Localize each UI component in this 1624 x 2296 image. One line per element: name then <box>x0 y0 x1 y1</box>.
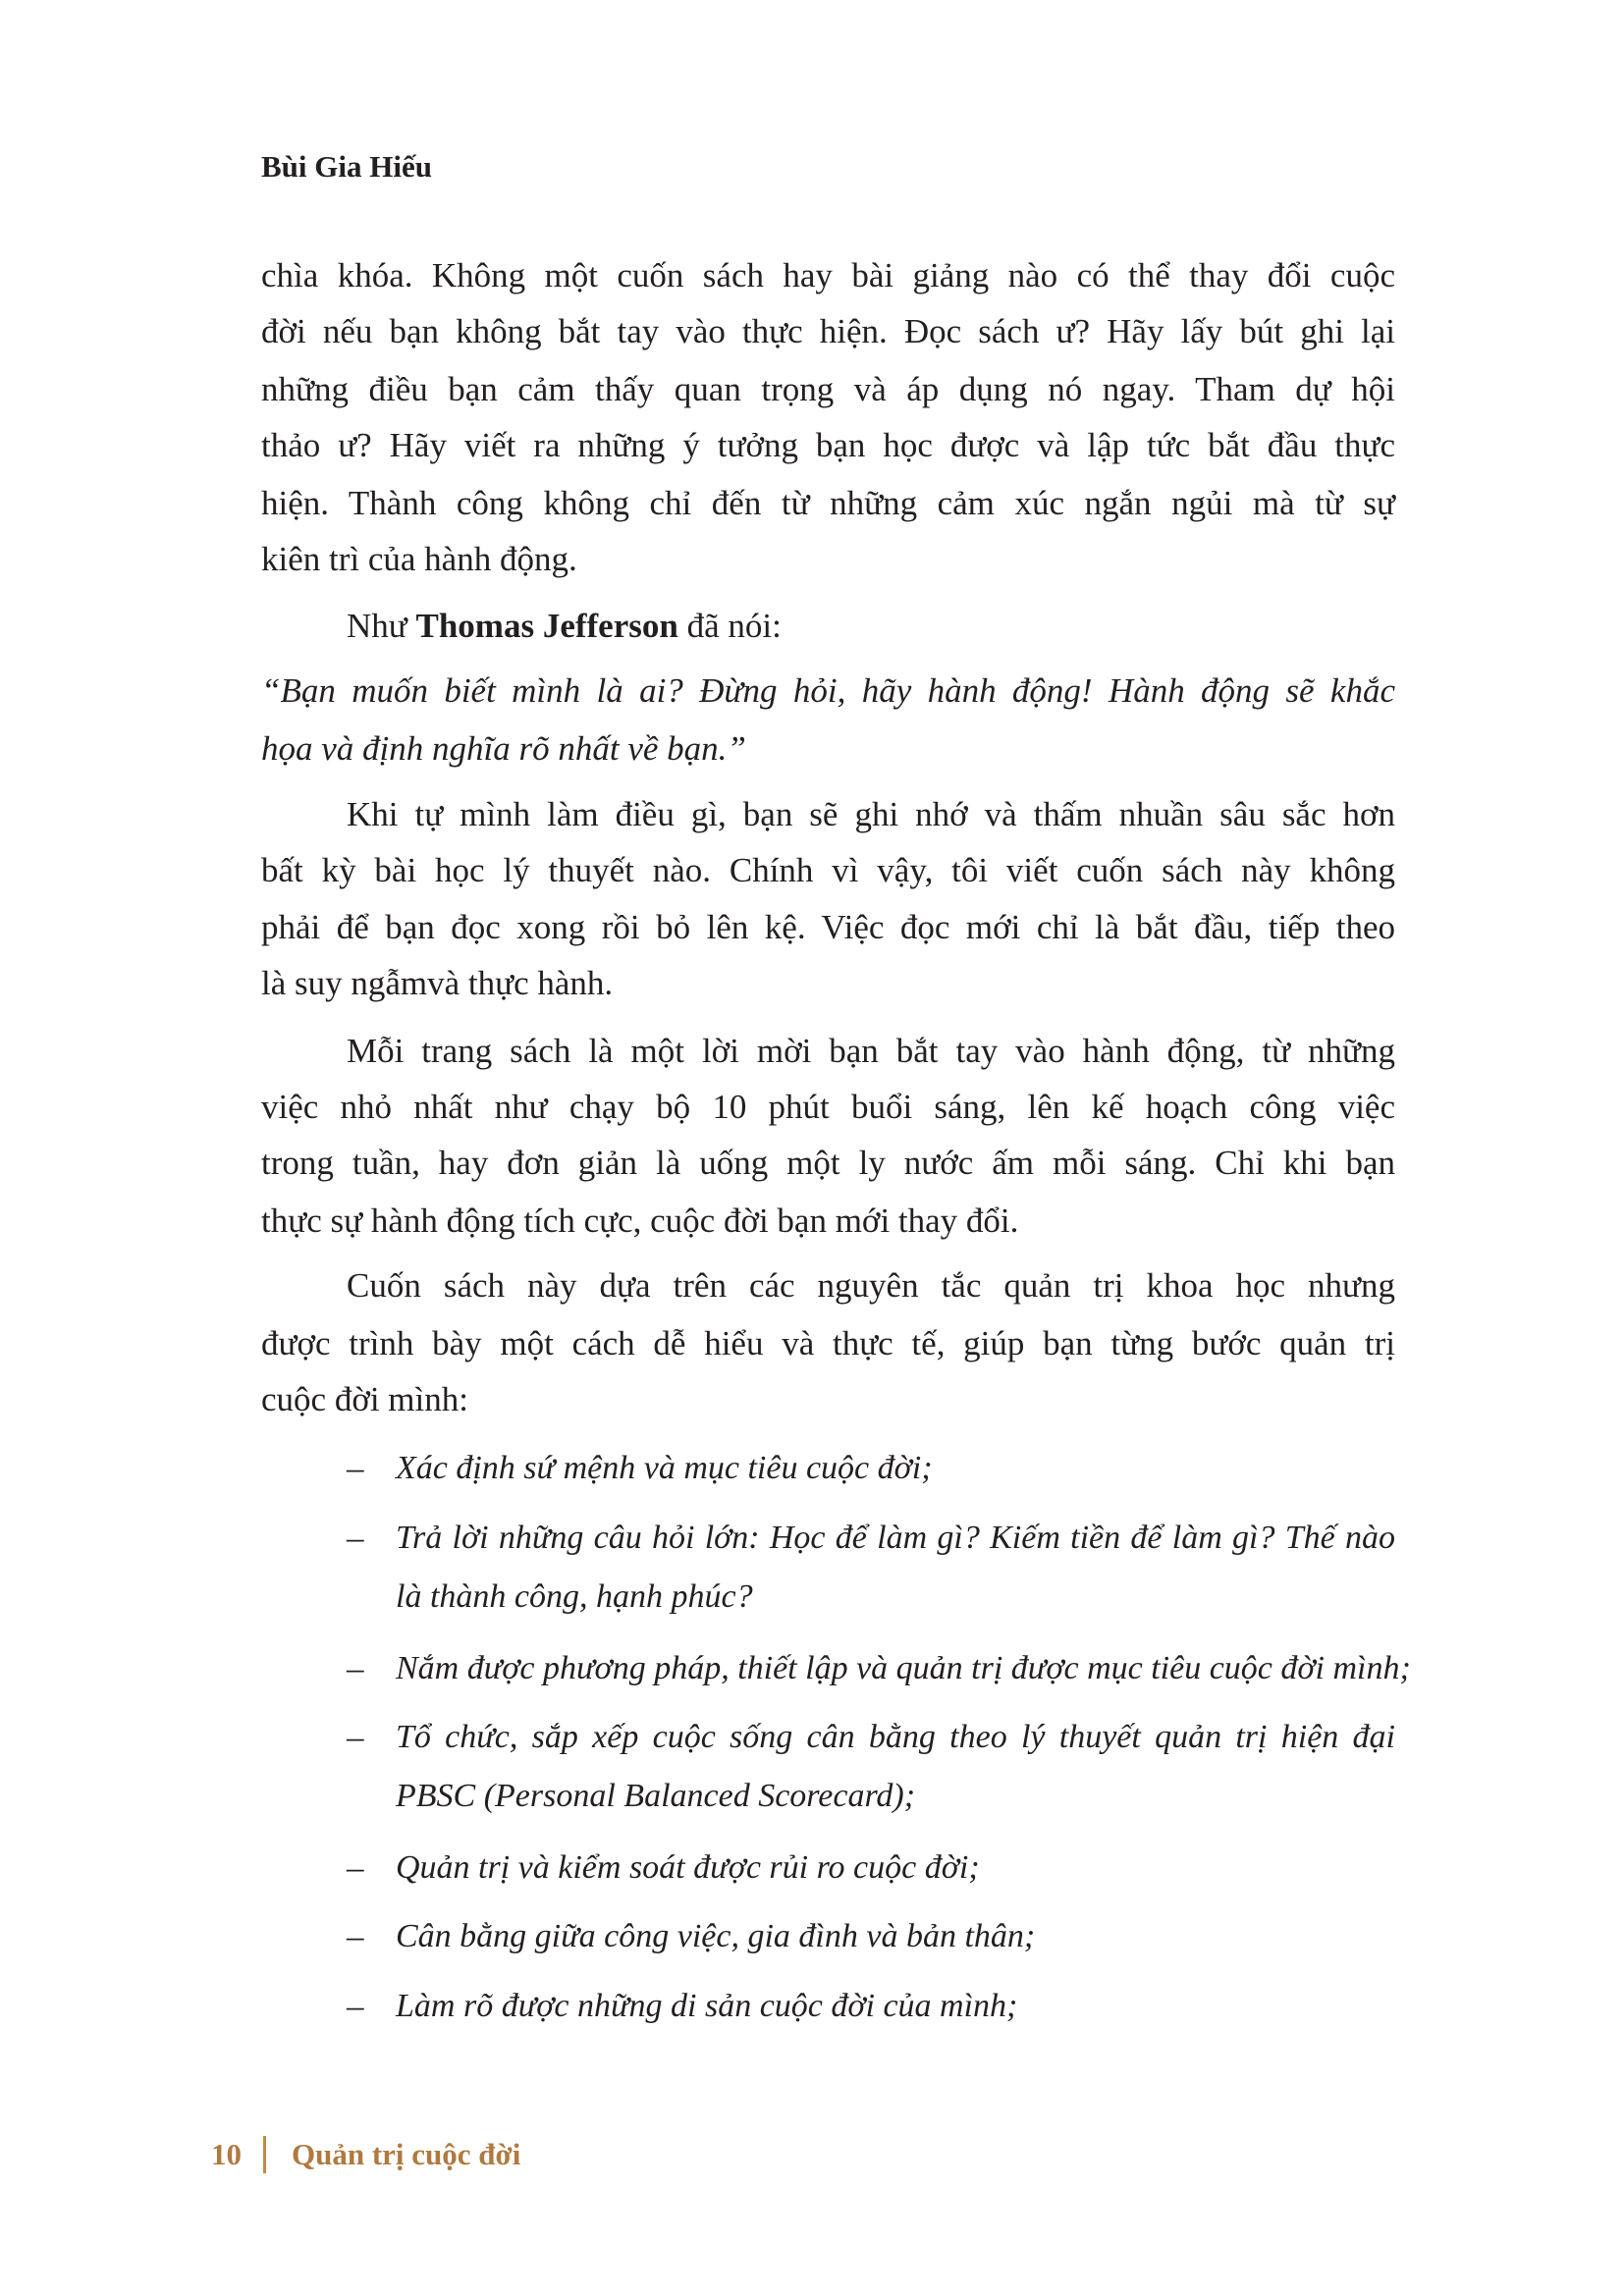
list-item-line: Quản trị và kiểm soát được rủi ro cuộc đời; <box>396 1849 980 1886</box>
list-item-line: Tổ chức, sắp xếp cuộc sống cân bằng theo lý thuyết quản trị hiện đại <box>396 1719 1395 1755</box>
paragraph-line: hiện. Thành công không chỉ đến từ những cảm xúc ngắn ngủi mà từ sự <box>261 484 1395 522</box>
list-dash: – <box>347 1519 364 1557</box>
paragraph-line: thực sự hành động tích cực, cuộc đời bạn mới thay đổi. <box>261 1201 1019 1240</box>
list-item-line: Làm rõ được những di sản cuộc đời của mình; <box>396 1988 1018 2024</box>
list-dash: – <box>347 1987 364 2025</box>
list-item-line: Trả lời những câu hỏi lớn: Học để làm gì? Kiếm tiền để làm gì? Thế nào <box>396 1520 1395 1556</box>
paragraph-line: trong tuần, hay đơn giản là uống một ly nước ấm mỗi sáng. Chỉ khi bạn <box>261 1144 1395 1182</box>
list-item-line: PBSC (Personal Balanced Scorecard); <box>396 1778 916 1814</box>
paragraph-line: họa và định nghĩa rõ nhất về bạn.” <box>261 729 746 768</box>
book-title: Quản trị cuộc đời <box>292 2137 521 2171</box>
paragraph-line: Khi tự mình làm điều gì, bạn sẽ ghi nhớ và thấm nhuần sâu sắc hơn <box>347 795 1395 833</box>
paragraph-line: đời nếu bạn không bắt tay vào thực hiện. Đọc sách ư? Hãy lấy bút ghi lại <box>261 312 1395 350</box>
paragraph-line: những điều bạn cảm thấy quan trọng và áp dụng nó ngay. Tham dự hội <box>261 370 1395 408</box>
paragraph-line: việc nhỏ nhất như chạy bộ 10 phút buổi sáng, lên kế hoạch công việc <box>261 1088 1395 1126</box>
list-item-line: là thành công, hạnh phúc? <box>396 1578 753 1615</box>
page-number: 10 <box>211 2137 242 2171</box>
page-footer <box>211 2136 520 2173</box>
list-dash: – <box>347 1848 364 1887</box>
running-header-author: Bùi Gia Hiếu <box>261 149 432 184</box>
paragraph-line: chìa khóa. Không một cuốn sách hay bài giảng nào có thể thay đổi cuộc <box>261 256 1395 294</box>
paragraph-line: là suy ngẫmvà thực hành. <box>261 964 614 1002</box>
list-item-line: Xác định sứ mệnh và mục tiêu cuộc đời; <box>396 1450 933 1486</box>
intro-after: đã nói: <box>677 607 782 645</box>
list-item-line: Nắm được phương pháp, thiết lập và quản trị được mục tiêu cuộc đời mình; <box>396 1650 1411 1686</box>
list-dash: – <box>347 1649 364 1687</box>
list-item-line: Cân bằng giữa công việc, gia đình và bản thân; <box>396 1918 1036 1954</box>
paragraph-line: bất kỳ bài học lý thuyết nào. Chính vì vậy, tôi viết cuốn sách này không <box>261 851 1395 889</box>
paragraph-line: thảo ư? Hãy viết ra những ý tưởng bạn học được và lập tức bắt đầu thực <box>261 426 1395 464</box>
list-dash: – <box>347 1449 364 1487</box>
quoted-person: Thomas Jefferson <box>415 607 678 645</box>
paragraph-line: kiên trì của hành động. <box>261 540 577 578</box>
paragraph-line: phải để bạn đọc xong rồi bỏ lên kệ. Việc đọc mới chỉ là bắt đầu, tiếp theo <box>261 908 1395 946</box>
list-dash: – <box>347 1917 364 1955</box>
paragraph-line: được trình bày một cách dễ hiểu và thực tế, giúp bạn từng bước quản trị <box>261 1324 1395 1362</box>
quote-intro <box>347 605 782 648</box>
paragraph-line: Mỗi trang sách là một lời mời bạn bắt tay vào hành động, từ những <box>347 1032 1395 1070</box>
intro-before: Như <box>347 607 416 645</box>
paragraph-line: “Bạn muốn biết mình là ai? Đừng hỏi, hãy hành động! Hành động sẽ khắc <box>261 671 1395 710</box>
paragraph-line: cuộc đời mình: <box>261 1380 468 1418</box>
footer-divider <box>263 2136 266 2173</box>
list-dash: – <box>347 1718 364 1756</box>
paragraph-line: Cuốn sách này dựa trên các nguyên tắc quản trị khoa học nhưng <box>347 1266 1395 1305</box>
